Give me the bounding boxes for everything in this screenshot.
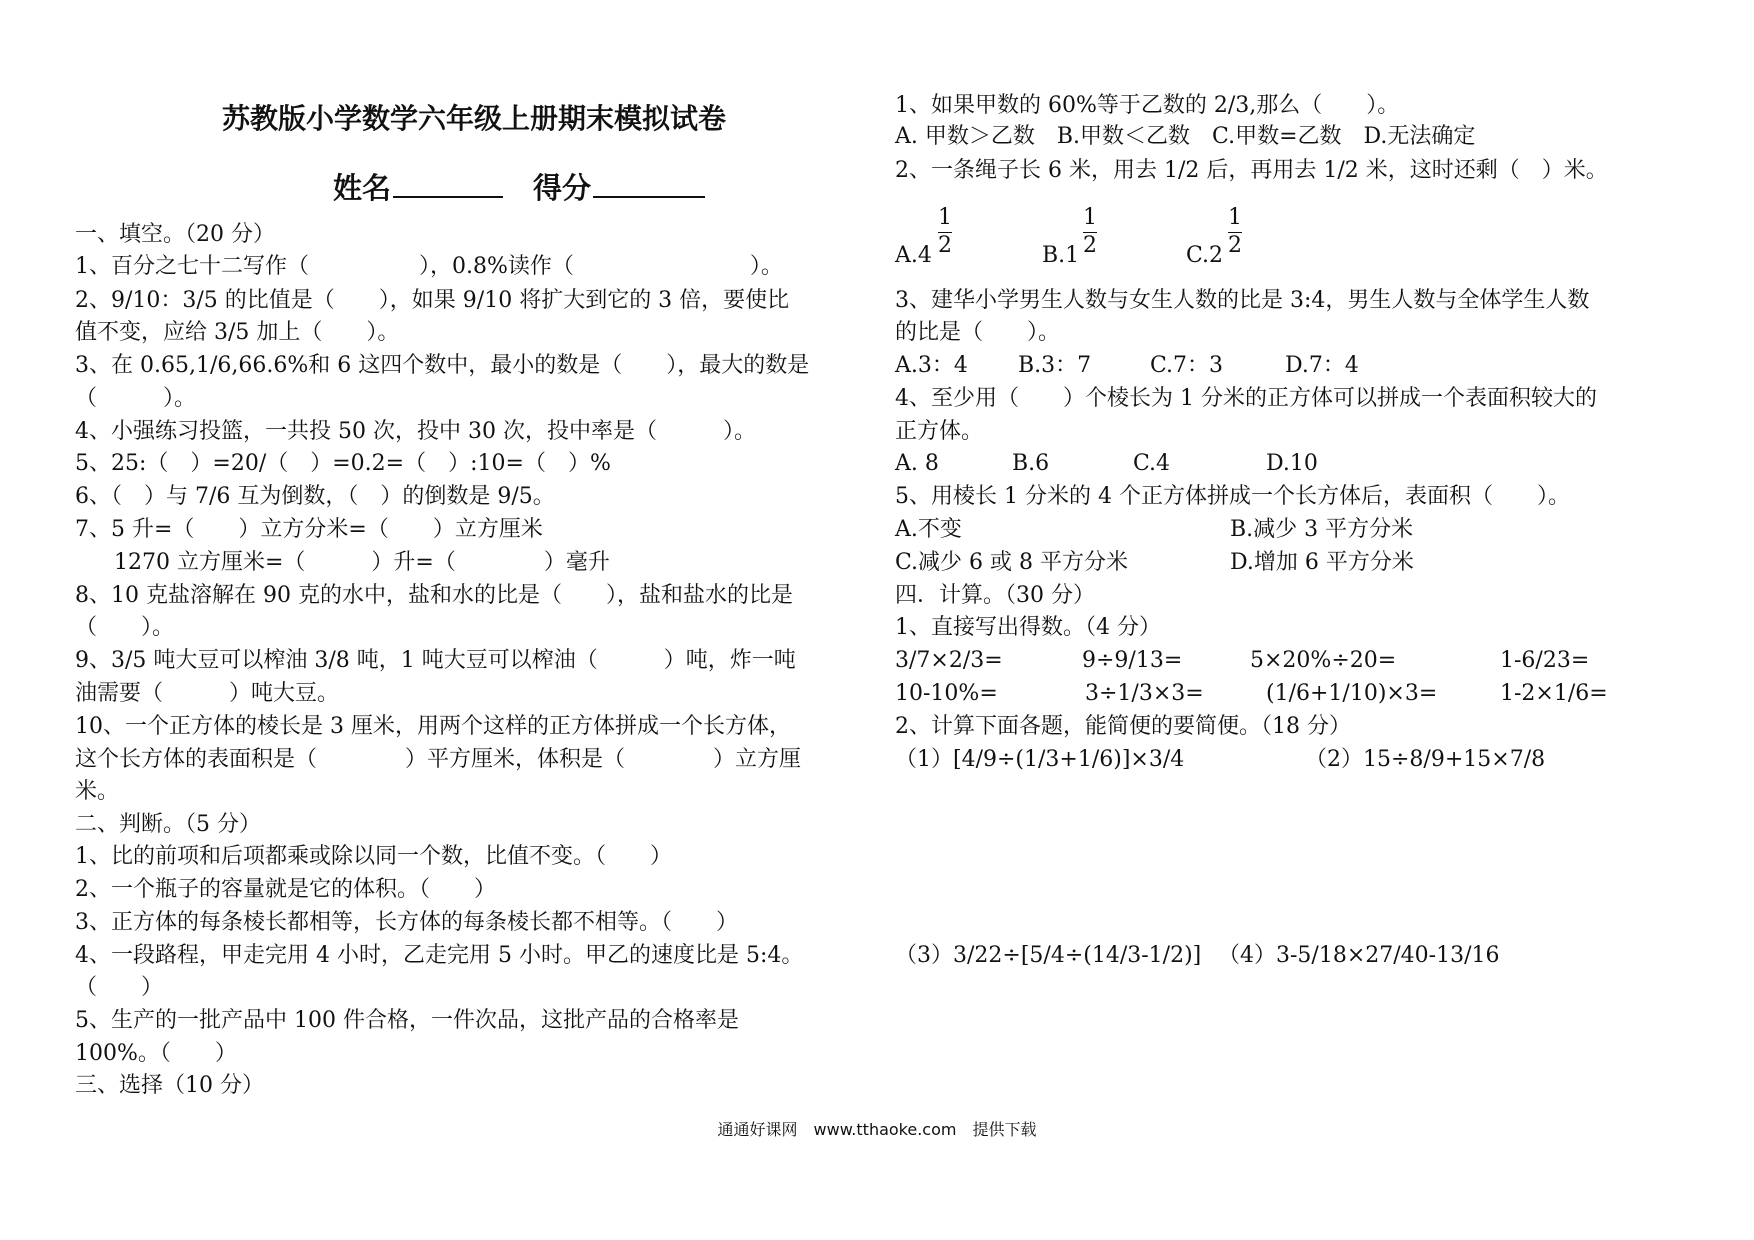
question-fill-6: 6、（ ）与 7/6 互为倒数，（ ）的倒数是 9/5。 <box>75 484 555 509</box>
calc-item: 1-2×1/6= <box>1500 681 1608 706</box>
section-1-heading: 一、填空。（20 分） <box>75 222 275 247</box>
question-fill-3-line-1: 3、在 0.65,1/6,66.6%和 6 这四个数中，最小的数是（ ），最大的数是 <box>75 353 810 378</box>
calc-part-2-heading: 2、计算下面各题，能简便的要简便。（18 分） <box>895 714 1351 739</box>
calc-problem-3: （3）3/22÷[5/4÷(14/3-1/2)] <box>895 943 1202 968</box>
choice-3-option-b: B.3：7 <box>1018 353 1092 378</box>
section-4-heading: 四．计算。（30 分） <box>895 583 1095 608</box>
question-fill-7-line-2: 1270 立方厘米=（ ）升=（ ）毫升 <box>114 550 610 575</box>
score-label: 得分 <box>533 171 592 205</box>
choice-3-option-d: D.7：4 <box>1285 353 1359 378</box>
question-fill-10-line-3: 米。 <box>75 779 120 804</box>
question-fill-9-line-1: 9、3/5 吨大豆可以榨油 3/8 吨，1 吨大豆可以榨油（ ）吨，炸一吨 <box>75 648 796 673</box>
calc-part-1-heading: 1、直接写出得数。（4 分） <box>895 615 1161 640</box>
choice-3-option-c: C.7：3 <box>1150 353 1224 378</box>
choice-1-options: A. 甲数＞乙数 B.甲数＜乙数 C.甲数=乙数 D.无法确定 <box>895 124 1476 149</box>
question-fill-4: 4、小强练习投篮，一共投 50 次，投中 30 次，投中率是（ ）。 <box>75 419 756 444</box>
question-fill-2-line-1: 2、9/10：3/5 的比值是（ ），如果 9/10 将扩大到它的 3 倍，要使比 <box>75 288 790 313</box>
calc-item: 10-10%= <box>895 681 998 706</box>
choice-3-option-a: A.3：4 <box>895 353 968 378</box>
calc-item: 3/7×2/3= <box>895 648 1003 673</box>
score-blank[interactable] <box>593 168 705 198</box>
question-fill-5: 5、25:（ ）=20/（ ）=0.2=（ ）:10=（ ）% <box>75 451 611 476</box>
choice-5-option-b: B.减少 3 平方分米 <box>1230 517 1414 542</box>
name-label: 姓名 <box>333 171 392 205</box>
choice-5-option-a: A.不变 <box>895 517 962 542</box>
calc-item: 3÷1/3×3= <box>1085 681 1204 706</box>
judge-item-5-line-2: 100%。（ ） <box>75 1041 237 1066</box>
choice-question-3-line-2: 的比是（ ）。 <box>895 320 1061 345</box>
choice-4-option-c: C.4 <box>1133 451 1171 476</box>
choice-question-4-line-1: 4、至少用（ ）个棱长为 1 分米的正方体可以拼成一个表面积较大的 <box>895 386 1597 411</box>
choice-2-option-b: B.1 <box>1042 243 1080 268</box>
question-fill-3-line-2: （ ）。 <box>75 386 197 411</box>
choice-question-3-line-1: 3、建华小学男生人数与女生人数的比是 3:4，男生人数与全体学生人数 <box>895 288 1590 313</box>
choice-question-5: 5、用棱长 1 分米的 4 个正方体拼成一个长方体后，表面积（ ）。 <box>895 484 1570 509</box>
choice-question-1: 1、如果甲数的 60%等于乙数的 2/3,那么（ ）。 <box>895 93 1400 118</box>
choice-2-option-c: C.2 <box>1186 243 1224 268</box>
question-fill-10-line-1: 10、一个正方体的棱长是 3 厘米，用两个这样的正方体拼成一个长方体， <box>75 714 791 739</box>
choice-5-option-d: D.增加 6 平方分米 <box>1230 550 1414 575</box>
section-3-heading: 三、选择（10 分） <box>75 1073 264 1098</box>
exam-title: 苏教版小学数学六年级上册期末模拟试卷 <box>221 102 726 135</box>
section-2-heading: 二、判断。（5 分） <box>75 812 261 837</box>
choice-4-option-b: B.6 <box>1012 451 1050 476</box>
footer-credit: 通通好课网 www.tthaoke.com 提供下载 <box>717 1120 1037 1139</box>
question-fill-9-line-2: 油需要（ ）吨大豆。 <box>75 681 340 706</box>
choice-5-option-c: C.减少 6 或 8 平方分米 <box>895 550 1129 575</box>
choice-question-2: 2、一条绳子长 6 米，用去 1/2 后，再用去 1/2 米，这时还剩（ ）米。 <box>895 158 1608 183</box>
calc-item: 1-6/23= <box>1500 648 1590 673</box>
calc-problem-4: （4）3-5/18×27/40-13/16 <box>1218 943 1500 968</box>
name-blank[interactable] <box>393 168 503 198</box>
judge-item-5-line-1: 5、生产的一批产品中 100 件合格，一件次品，这批产品的合格率是 <box>75 1008 739 1033</box>
choice-2-option-a: A.4 <box>895 243 932 268</box>
judge-item-1: 1、比的前项和后项都乘或除以同一个数，比值不变。（ ） <box>75 844 672 869</box>
calc-problem-1: （1）[4/9÷(1/3+1/6)]×3/4 <box>895 747 1185 772</box>
question-fill-7-line-1: 7、5 升=（ ）立方分米=（ ）立方厘米 <box>75 517 543 542</box>
question-fill-2-line-2: 值不变，应给 3/5 加上（ ）。 <box>75 320 400 345</box>
calc-item: (1/6+1/10)×3= <box>1266 681 1438 706</box>
choice-question-4-line-2: 正方体。 <box>895 419 984 444</box>
calc-item: 5×20%÷20= <box>1250 648 1397 673</box>
question-fill-10-line-2: 这个长方体的表面积是（ ）平方厘米，体积是（ ）立方厘 <box>75 747 802 772</box>
judge-item-2: 2、一个瓶子的容量就是它的体积。（ ） <box>75 877 496 902</box>
calc-problem-2: （2）15÷8/9+15×7/8 <box>1305 747 1546 772</box>
judge-item-4-line-1: 4、一段路程，甲走完用 4 小时，乙走完用 5 小时。甲乙的速度比是 5:4。 <box>75 943 804 968</box>
judge-item-3: 3、正方体的每条棱长都相等，长方体的每条棱长都不相等。（ ） <box>75 910 738 935</box>
question-fill-8-line-1: 8、10 克盐溶解在 90 克的水中，盐和水的比是（ ），盐和盐水的比是 <box>75 583 793 608</box>
calc-item: 9÷9/13= <box>1082 648 1183 673</box>
choice-4-option-a: A. 8 <box>895 451 939 476</box>
question-fill-1: 1、百分之七十二写作（ ），0.8%读作（ ）。 <box>75 254 783 279</box>
name-score-row <box>333 168 705 207</box>
judge-item-4-line-2: （ ） <box>75 975 164 1000</box>
choice-4-option-d: D.10 <box>1266 451 1318 476</box>
question-fill-8-line-2: （ ）。 <box>75 615 175 640</box>
